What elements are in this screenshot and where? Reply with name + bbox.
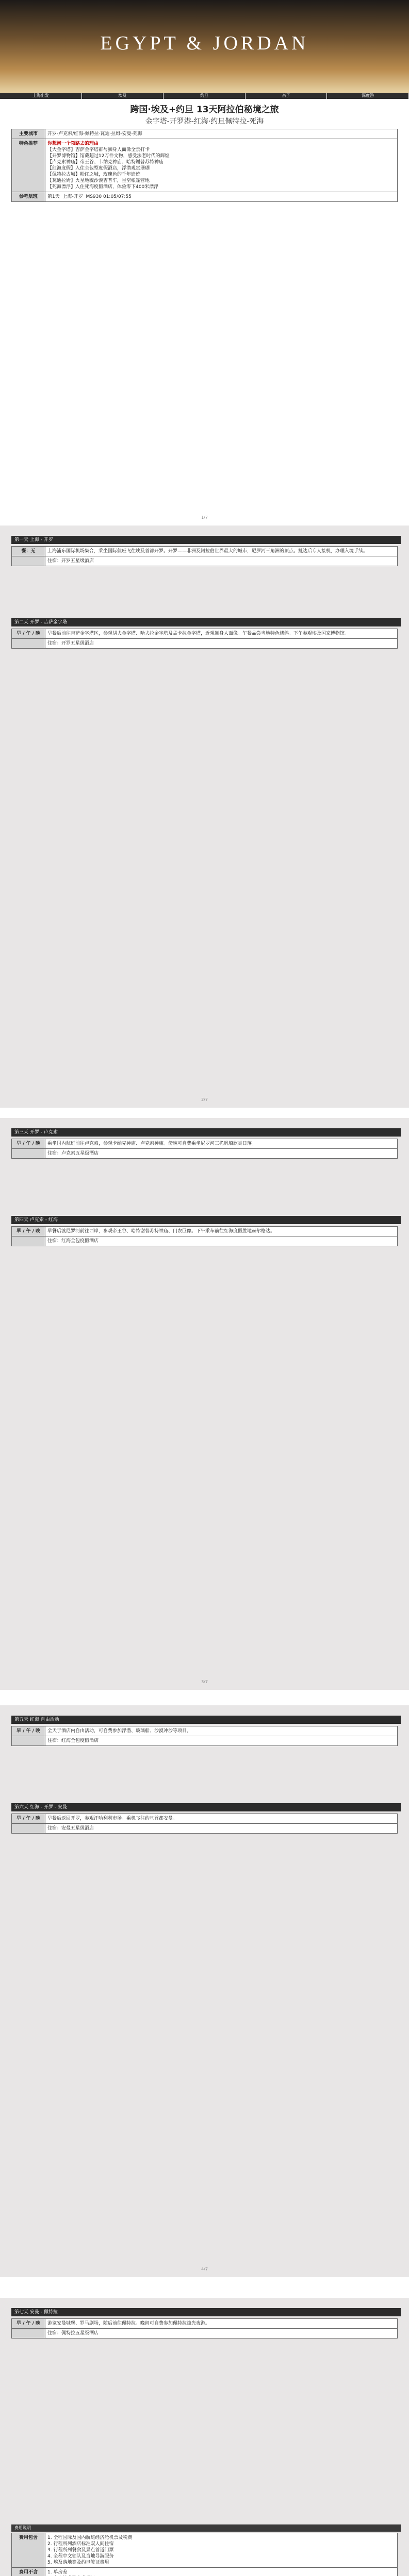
include-item: 5. 埃及落地签及约旦签证费用 — [47, 2560, 109, 2565]
meal-cell: 餐：无 — [12, 547, 45, 556]
day-stay: 住宿：佩特拉五星级酒店 — [45, 2329, 398, 2338]
tag: 深度游 — [327, 93, 409, 99]
feature-item: 【开罗博物馆】馆藏超过12万件文物，感受法老时代的辉煌 — [47, 154, 170, 159]
day-body: 早餐后前往吉萨金字塔区，参观胡夫金字塔、哈夫拉金字塔及孟卡拉金字塔，近观狮身人面像。午餐品尝当地特色烤鸽。下午参观埃及国家博物馆。 — [45, 629, 398, 639]
feature-item: 【红海度假】入住全包型度假酒店，浮潜观赏珊瑚 — [47, 166, 150, 171]
include-label: 费用包含 — [12, 2533, 45, 2568]
day-body: 早餐后返回开罗，参观汗哈利利市场。乘机飞往约旦首都安曼。 — [45, 1814, 398, 1824]
day-header: 第二天 开罗 - 吉萨金字塔 — [11, 618, 401, 626]
feature-item: 【卢克索神庙】帝王谷、卡纳克神庙、哈特谢普苏特神庙 — [47, 160, 164, 165]
include-item: 3. 行程所列餐食及景点首道门票 — [47, 2548, 114, 2553]
feature-item: 【大金字塔】吉萨金字塔群与狮身人面像全景打卡 — [47, 147, 150, 152]
flight-code: MS930 01:05/07:55 — [86, 194, 132, 199]
day-body: 全天于酒店内自由活动，可自费参加浮潜、玻璃船、沙漠冲沙等项目。 — [45, 1726, 398, 1736]
label-flights: 参考航班 — [12, 192, 45, 202]
meal-cell: 早 / 午 / 晚 — [12, 1227, 45, 1236]
tag: 埃及 — [82, 93, 164, 99]
day-header: 第五天 红海 自由活动 — [11, 1716, 401, 1724]
flight-route: 上海-开罗 — [62, 194, 83, 199]
day-header: 第七天 安曼 - 佩特拉 — [11, 2308, 401, 2316]
day-header: 第一天 上海 - 开罗 — [11, 536, 401, 544]
page-band-3 — [0, 1118, 409, 1690]
day-stay: 住宿：安曼五星级酒店 — [45, 1824, 398, 1834]
flight-day: 第1天 — [47, 194, 60, 199]
include-item: 4. 全程中文领队及当地导游服务 — [47, 2554, 114, 2559]
features-heading: 你想问一个领路去的理由 — [47, 141, 99, 146]
exclude-label: 费用不含 — [12, 2568, 45, 2576]
day-stay: 住宿：开罗五星级酒店 — [45, 639, 398, 649]
tag: 上海出发 — [0, 93, 82, 99]
day-table — [11, 1226, 398, 1246]
meal-cell: 早 / 午 / 晚 — [12, 1726, 45, 1736]
day-header: 第六天 红海 - 开罗 - 安曼 — [11, 1803, 401, 1811]
page-title: 跨国·埃及+约旦 13天阿拉伯秘境之旅 — [130, 105, 279, 115]
day-body: 乘坐国内航班前往卢克索，参观卡纳克神庙、卢克索神庙。傍晚可自费乘坐尼罗河三桅帆船欣赏日落。 — [45, 1139, 398, 1149]
page-band-2 — [0, 526, 409, 1108]
feature-item: 【死海漂浮】入住死海度假酒店，体验零下400米漂浮 — [47, 184, 159, 190]
cover-brand: EGYPT & JORDAN — [100, 32, 309, 54]
day-table — [11, 1814, 398, 1834]
feature-item: 【瓦迪拉姆】火星地貌沙漠吉普车，星空帐篷营地 — [47, 178, 150, 183]
page-number: 2/7 — [201, 1097, 208, 1102]
day-body: 游览安曼城堡、罗马剧场，随后前往佩特拉。晚间可自费参加佩特拉烛光夜游。 — [45, 2319, 398, 2329]
day-table — [11, 1139, 398, 1159]
day-table — [11, 546, 398, 566]
day-table — [11, 629, 398, 649]
page-number: 1/7 — [201, 515, 208, 520]
day-stay: 住宿：红海全包度假酒店 — [45, 1236, 398, 1246]
meal-cell: 早 / 午 / 晚 — [12, 2319, 45, 2329]
value-cities: 开罗-卢克索/红海-佩特拉·瓦迪·拉姆-安曼-死海 — [45, 129, 398, 139]
feature-item: 【佩特拉古城】粉红之城，玫瑰色的千年遗迹 — [47, 172, 141, 177]
price-heading: 费用说明 — [11, 2524, 401, 2532]
meal-cell: 早 / 午 / 晚 — [12, 1814, 45, 1824]
day-stay: 住宿：开罗五星级酒店 — [45, 556, 398, 566]
day-table — [11, 1726, 398, 1746]
meal-cell: 早 / 午 / 晚 — [12, 629, 45, 639]
page-number: 4/7 — [201, 2267, 208, 2272]
price-table — [11, 2533, 398, 2576]
day-header: 第三天 开罗 - 卢克索 — [11, 1128, 401, 1137]
day-body: 早餐后渡尼罗河前往西岸，参观帝王谷、哈特谢普苏特神庙、门农巨像。下午乘车前往红海度假胜地赫尔格达。 — [45, 1227, 398, 1236]
page-subtitle: 金字塔-开罗港-红海·约旦佩特拉-死海 — [145, 117, 264, 126]
tag: 约旦 — [163, 93, 246, 99]
day-body: 上海浦东国际机场集合，乘坐国际航班飞往埃及首都开罗。开罗——非洲及阿拉伯世界最大的城市，尼罗河三角洲的顶点。抵达后专人接机，办理入境手续。 — [45, 547, 398, 556]
tag-bar — [0, 93, 409, 99]
day-stay: 住宿：卢克索五星级酒店 — [45, 1149, 398, 1159]
label-features: 特色推荐 — [12, 139, 45, 192]
meal-cell: 早 / 午 / 晚 — [12, 1139, 45, 1149]
include-item: 2. 行程所列酒店标准双人间住宿 — [47, 2541, 114, 2547]
include-item: 1. 全程国际及国内航班经济舱机票及税费 — [47, 2535, 133, 2540]
day-stay: 住宿：红海全包度假酒店 — [45, 1736, 398, 1746]
summary-table — [11, 129, 398, 202]
page-band-4 — [0, 1705, 409, 2277]
tag: 亲子 — [246, 93, 328, 99]
exclude-item: 1. 单房差 — [47, 2570, 68, 2575]
label-cities: 主要城市 — [12, 129, 45, 139]
page-number: 3/7 — [201, 1680, 208, 1684]
day-header: 第四天 卢克索 - 红海 — [11, 1216, 401, 1224]
day-table — [11, 2318, 398, 2338]
cover-banner — [0, 0, 409, 93]
